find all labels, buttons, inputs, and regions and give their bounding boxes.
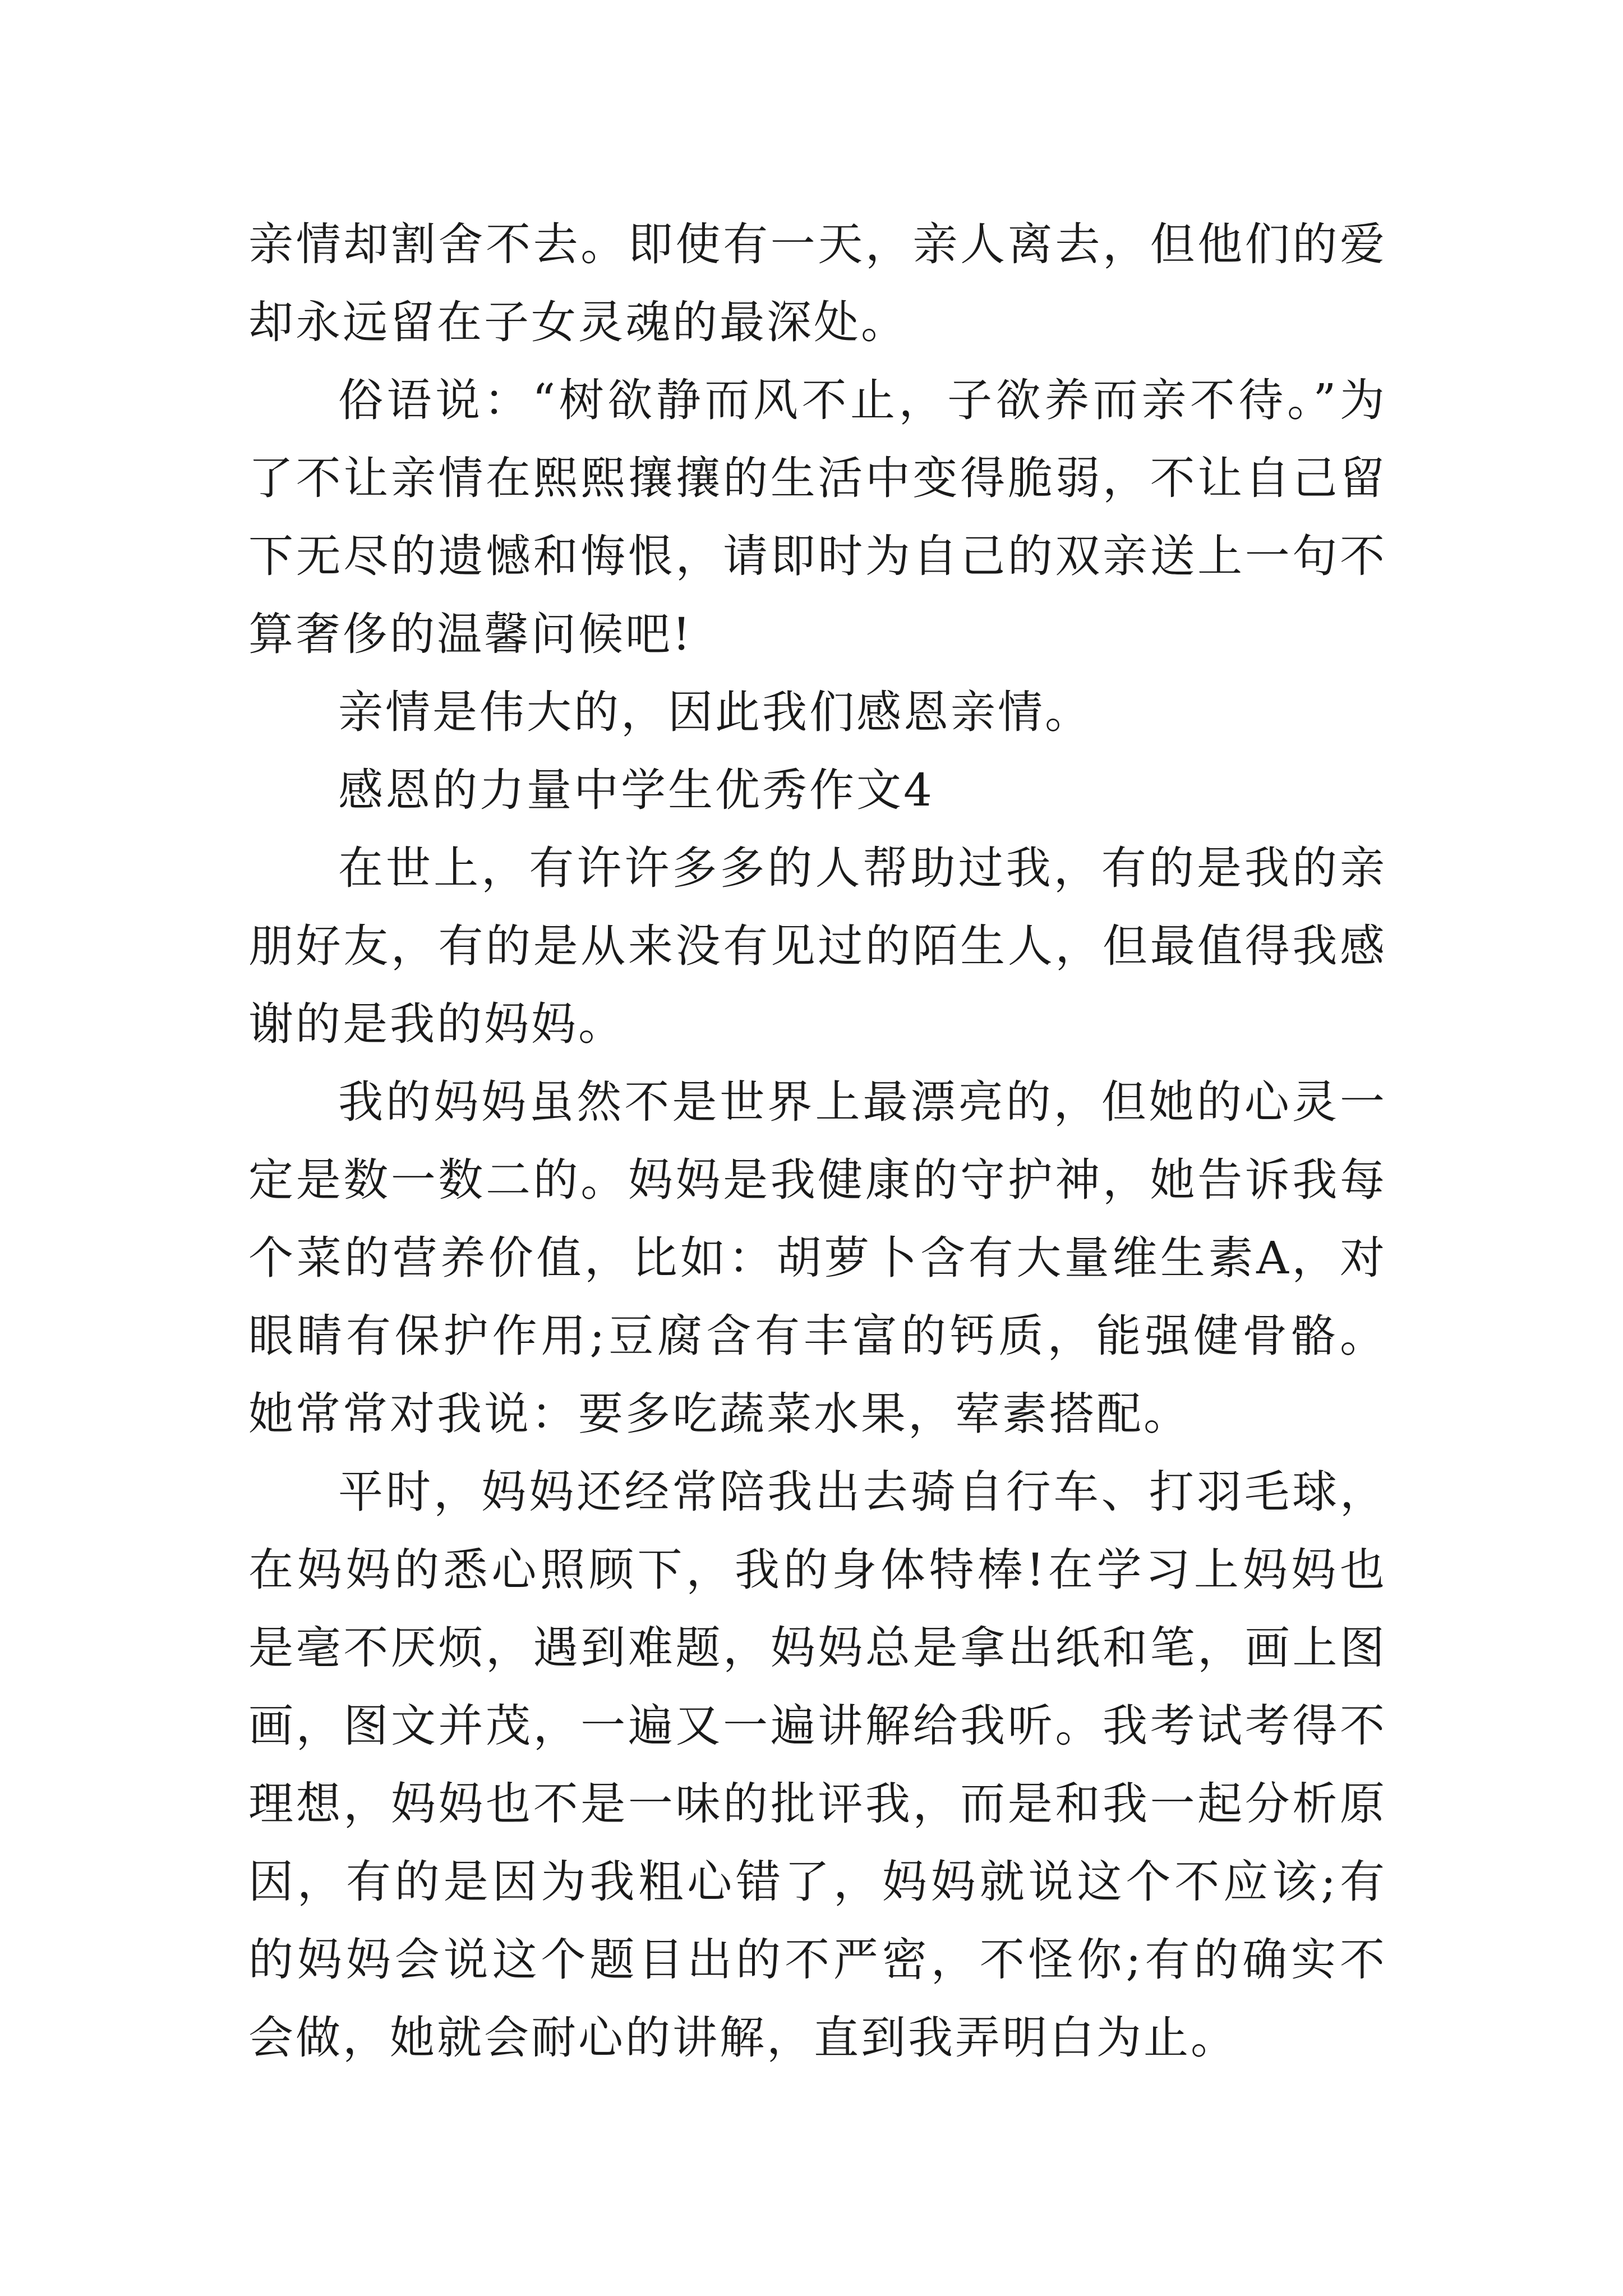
- paragraph-5: 我的妈妈虽然不是世界上最漂亮的，但她的心灵一定是数一数二的。妈妈是我健康的守护神，她告诉我每个菜的营养价值，比如：胡萝卜含有大量维生素A，对眼睛有保护作用;豆腐含有丰富的钙质，能强健骨骼。她常常对我说：要多吃蔬菜水果，荤素搭配。: [248, 1076, 1387, 1440]
- paragraph-2: 俗语说：“树欲静而风不止，子欲养而亲不待。”为了不让亲情在熙熙攘攘的生活中变得脆弱，不让自己留下无尽的遗憾和悔恨，请即时为自己的双亲送上一句不算奢侈的温馨问候吧!: [248, 374, 1387, 660]
- paragraph-3: 亲情是伟大的，因此我们感恩亲情。: [338, 686, 1092, 738]
- paragraph-1: 亲情却割舍不去。即使有一天，亲人离去，但他们的爱却永远留在子女灵魂的最深处。: [248, 218, 1387, 348]
- paragraph-6: 平时，妈妈还经常陪我出去骑自行车、打羽毛球，在妈妈的悉心照顾下，我的身体特棒!在学习上妈妈也是毫不厌烦，遇到难题，妈妈总是拿出纸和笔，画上图画，图文并茂，一遍又一遍讲解给我听。我考试考得不理想，妈妈也不是一味的批评我，而是和我一起分析原因，有的是因为我粗心错了，妈妈就说这个不应该;有的妈妈会说这个题目出的不严密，不怪你;有的确实不会做，她就会耐心的讲解，直到我弄明白为止。: [248, 1466, 1387, 2064]
- paragraph-4: 在世上，有许许多多的人帮助过我，有的是我的亲朋好友，有的是从来没有见过的陌生人，但最值得我感谢的是我的妈妈。: [248, 842, 1387, 1050]
- section-heading: 感恩的力量中学生优秀作文4: [338, 764, 934, 816]
- document-body: [248, 205, 1387, 2077]
